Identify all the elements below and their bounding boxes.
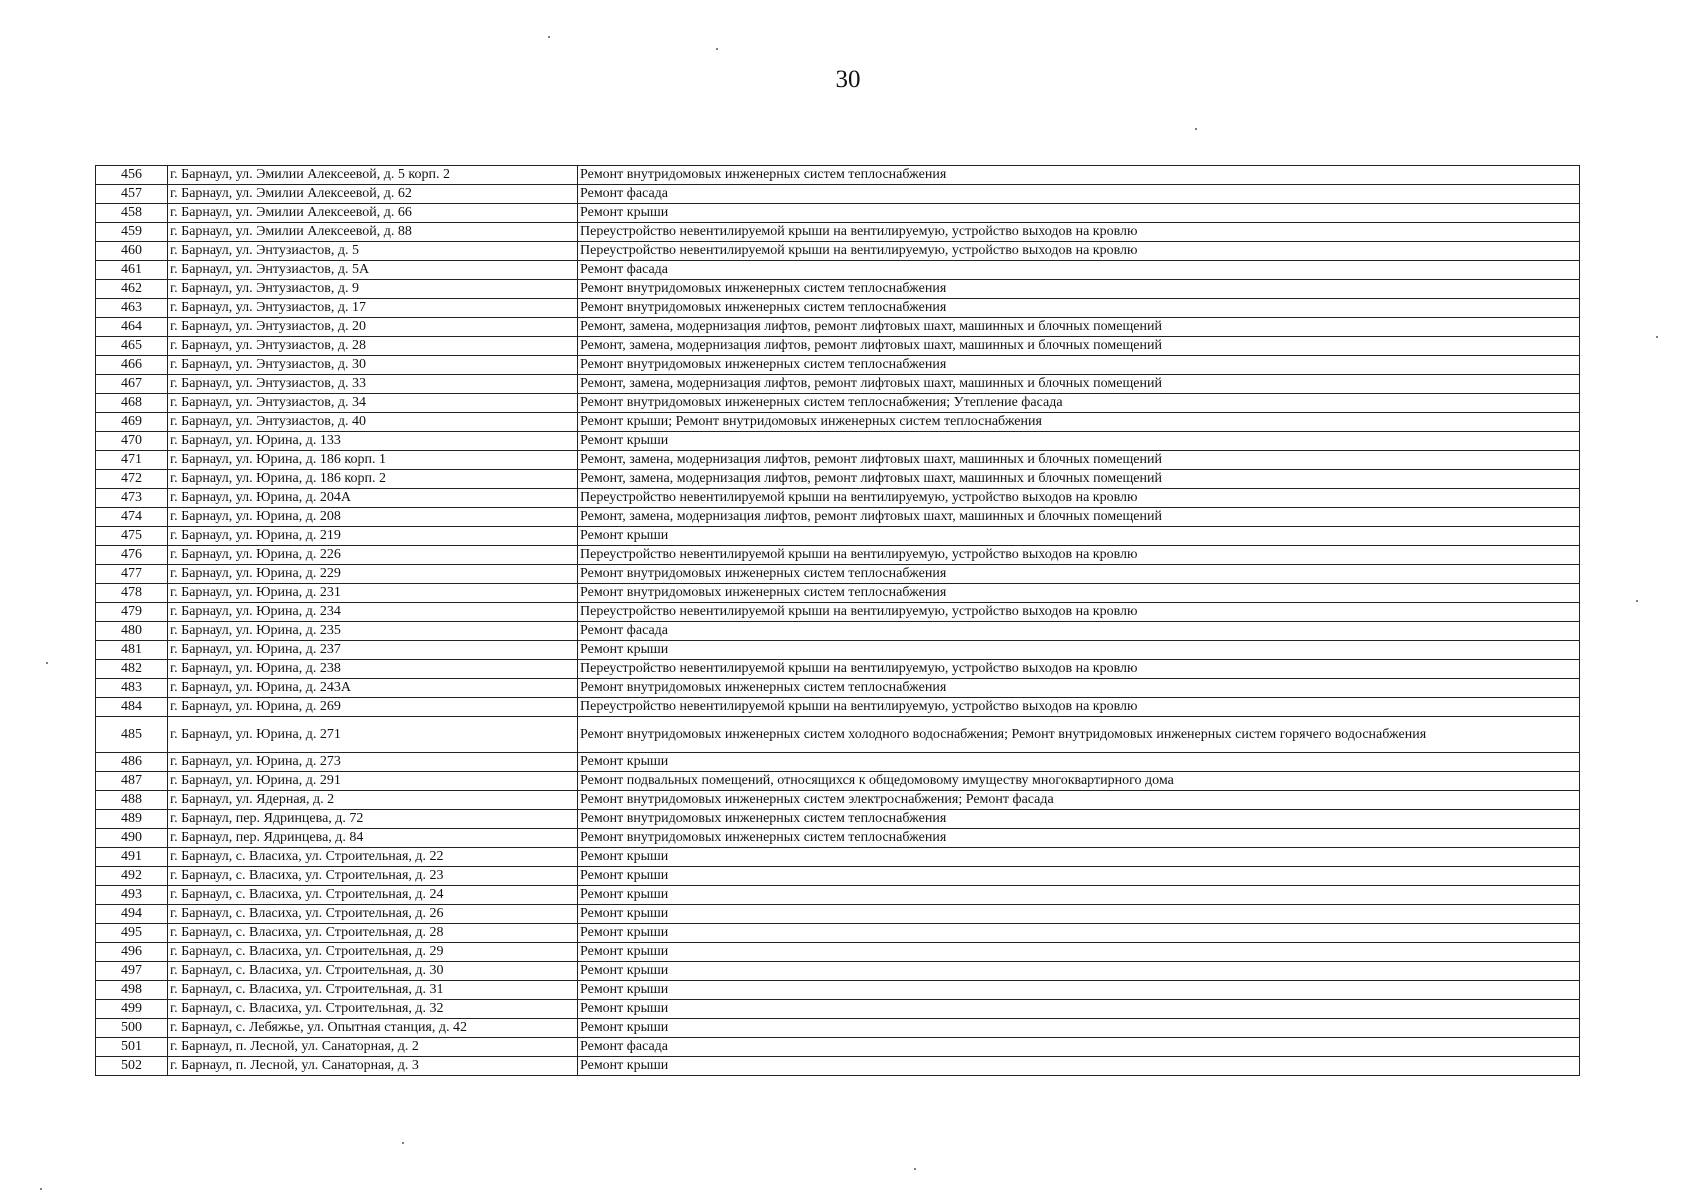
address-cell: г. Барнаул, ул. Юрина, д. 186 корп. 2	[168, 470, 578, 489]
row-number-cell: 470	[96, 432, 168, 451]
address-cell: г. Барнаул, ул. Юрина, д. 235	[168, 622, 578, 641]
row-number-cell: 494	[96, 905, 168, 924]
table-row	[96, 394, 1580, 413]
row-number-cell: 480	[96, 622, 168, 641]
row-number-cell: 489	[96, 810, 168, 829]
work-type-cell: Переустройство невентилируемой крыши на вентилируемую, устройство выходов на кровлю	[578, 546, 1580, 565]
address-cell: г. Барнаул, ул. Эмилии Алексеевой, д. 88	[168, 223, 578, 242]
row-number-cell: 464	[96, 318, 168, 337]
work-type-cell: Ремонт фасада	[578, 1038, 1580, 1057]
row-number-cell: 465	[96, 337, 168, 356]
repair-register-table	[95, 165, 1580, 1076]
table-row	[96, 641, 1580, 660]
table-row	[96, 299, 1580, 318]
row-number-cell: 479	[96, 603, 168, 622]
address-cell: г. Барнаул, ул. Энтузиастов, д. 20	[168, 318, 578, 337]
row-number-cell: 482	[96, 660, 168, 679]
table-row	[96, 337, 1580, 356]
row-number-cell: 487	[96, 772, 168, 791]
work-type-cell: Ремонт крыши	[578, 1019, 1580, 1038]
address-cell: г. Барнаул, ул. Энтузиастов, д. 40	[168, 413, 578, 432]
scan-speck	[914, 1168, 916, 1170]
work-type-cell: Ремонт внутридомовых инженерных систем теплоснабжения	[578, 299, 1580, 318]
address-cell: г. Барнаул, с. Власиха, ул. Строительная, д. 28	[168, 924, 578, 943]
table-row	[96, 603, 1580, 622]
address-cell: г. Барнаул, ул. Юрина, д. 186 корп. 1	[168, 451, 578, 470]
table-row	[96, 565, 1580, 584]
table-row	[96, 432, 1580, 451]
address-cell: г. Барнаул, ул. Юрина, д. 231	[168, 584, 578, 603]
row-number-cell: 498	[96, 981, 168, 1000]
row-number-cell: 481	[96, 641, 168, 660]
table-row	[96, 981, 1580, 1000]
row-number-cell: 495	[96, 924, 168, 943]
table-row	[96, 546, 1580, 565]
address-cell: г. Барнаул, ул. Юрина, д. 269	[168, 698, 578, 717]
table-row	[96, 318, 1580, 337]
work-type-cell: Ремонт крыши	[578, 432, 1580, 451]
work-type-cell: Ремонт крыши	[578, 905, 1580, 924]
work-type-cell: Ремонт внутридомовых инженерных систем теплоснабжения	[578, 810, 1580, 829]
work-type-cell: Ремонт внутридомовых инженерных систем электроснабжения; Ремонт фасада	[578, 791, 1580, 810]
table-row	[96, 867, 1580, 886]
table-row	[96, 242, 1580, 261]
table-row	[96, 261, 1580, 280]
table-row	[96, 886, 1580, 905]
row-number-cell: 456	[96, 166, 168, 185]
register-body	[96, 166, 1580, 1076]
table-row	[96, 584, 1580, 603]
address-cell: г. Барнаул, с. Власиха, ул. Строительная, д. 22	[168, 848, 578, 867]
address-cell: г. Барнаул, ул. Юрина, д. 243А	[168, 679, 578, 698]
row-number-cell: 458	[96, 204, 168, 223]
row-number-cell: 492	[96, 867, 168, 886]
table-row	[96, 810, 1580, 829]
address-cell: г. Барнаул, с. Власиха, ул. Строительная, д. 30	[168, 962, 578, 981]
work-type-cell: Ремонт крыши	[578, 641, 1580, 660]
row-number-cell: 490	[96, 829, 168, 848]
row-number-cell: 499	[96, 1000, 168, 1019]
address-cell: г. Барнаул, ул. Юрина, д. 273	[168, 753, 578, 772]
table-row	[96, 848, 1580, 867]
table-row	[96, 185, 1580, 204]
work-type-cell: Ремонт крыши	[578, 753, 1580, 772]
address-cell: г. Барнаул, с. Власиха, ул. Строительная, д. 24	[168, 886, 578, 905]
work-type-cell: Переустройство невентилируемой крыши на вентилируемую, устройство выходов на кровлю	[578, 242, 1580, 261]
table-row	[96, 470, 1580, 489]
address-cell: г. Барнаул, ул. Юрина, д. 238	[168, 660, 578, 679]
row-number-cell: 477	[96, 565, 168, 584]
work-type-cell: Ремонт внутридомовых инженерных систем теплоснабжения; Утепление фасада	[578, 394, 1580, 413]
work-type-cell: Ремонт внутридомовых инженерных систем холодного водоснабжения; Ремонт внутридомовых инженерных систем горячего водоснабжения	[578, 717, 1580, 753]
table-row	[96, 660, 1580, 679]
work-type-cell: Ремонт внутридомовых инженерных систем теплоснабжения	[578, 679, 1580, 698]
row-number-cell: 463	[96, 299, 168, 318]
table-row	[96, 166, 1580, 185]
work-type-cell: Ремонт крыши	[578, 943, 1580, 962]
address-cell: г. Барнаул, с. Власиха, ул. Строительная, д. 32	[168, 1000, 578, 1019]
table-row	[96, 924, 1580, 943]
row-number-cell: 475	[96, 527, 168, 546]
table-row	[96, 1038, 1580, 1057]
table-row	[96, 679, 1580, 698]
work-type-cell: Ремонт крыши	[578, 527, 1580, 546]
row-number-cell: 484	[96, 698, 168, 717]
address-cell: г. Барнаул, ул. Эмилии Алексеевой, д. 62	[168, 185, 578, 204]
table-row	[96, 829, 1580, 848]
scan-speck	[548, 36, 550, 38]
row-number-cell: 496	[96, 943, 168, 962]
address-cell: г. Барнаул, ул. Юрина, д. 234	[168, 603, 578, 622]
table-row	[96, 772, 1580, 791]
table-row	[96, 1000, 1580, 1019]
address-cell: г. Барнаул, п. Лесной, ул. Санаторная, д. 3	[168, 1057, 578, 1076]
table-row	[96, 962, 1580, 981]
address-cell: г. Барнаул, ул. Юрина, д. 133	[168, 432, 578, 451]
table-row	[96, 413, 1580, 432]
row-number-cell: 471	[96, 451, 168, 470]
address-cell: г. Барнаул, ул. Энтузиастов, д. 30	[168, 356, 578, 375]
row-number-cell: 493	[96, 886, 168, 905]
address-cell: г. Барнаул, ул. Энтузиастов, д. 34	[168, 394, 578, 413]
work-type-cell: Ремонт внутридомовых инженерных систем теплоснабжения	[578, 565, 1580, 584]
address-cell: г. Барнаул, с. Лебяжье, ул. Опытная станция, д. 42	[168, 1019, 578, 1038]
work-type-cell: Ремонт крыши	[578, 204, 1580, 223]
work-type-cell: Ремонт внутридомовых инженерных систем теплоснабжения	[578, 280, 1580, 299]
work-type-cell: Ремонт внутридомовых инженерных систем теплоснабжения	[578, 166, 1580, 185]
address-cell: г. Барнаул, с. Власиха, ул. Строительная, д. 26	[168, 905, 578, 924]
row-number-cell: 466	[96, 356, 168, 375]
table-row	[96, 223, 1580, 242]
row-number-cell: 488	[96, 791, 168, 810]
row-number-cell: 461	[96, 261, 168, 280]
table-row	[96, 451, 1580, 470]
work-type-cell: Ремонт крыши	[578, 981, 1580, 1000]
work-type-cell: Ремонт фасада	[578, 261, 1580, 280]
address-cell: г. Барнаул, с. Власиха, ул. Строительная, д. 23	[168, 867, 578, 886]
work-type-cell: Ремонт крыши	[578, 962, 1580, 981]
scan-speck	[40, 1188, 42, 1190]
address-cell: г. Барнаул, ул. Юрина, д. 229	[168, 565, 578, 584]
address-cell: г. Барнаул, ул. Энтузиастов, д. 5А	[168, 261, 578, 280]
work-type-cell: Ремонт внутридомовых инженерных систем теплоснабжения	[578, 584, 1580, 603]
work-type-cell: Ремонт внутридомовых инженерных систем теплоснабжения	[578, 829, 1580, 848]
scan-speck	[1195, 128, 1197, 130]
work-type-cell: Ремонт крыши	[578, 1000, 1580, 1019]
address-cell: г. Барнаул, ул. Юрина, д. 271	[168, 717, 578, 753]
row-number-cell: 483	[96, 679, 168, 698]
row-number-cell: 476	[96, 546, 168, 565]
work-type-cell: Переустройство невентилируемой крыши на вентилируемую, устройство выходов на кровлю	[578, 603, 1580, 622]
address-cell: г. Барнаул, ул. Энтузиастов, д. 5	[168, 242, 578, 261]
row-number-cell: 486	[96, 753, 168, 772]
scan-speck	[716, 48, 718, 50]
address-cell: г. Барнаул, ул. Юрина, д. 291	[168, 772, 578, 791]
work-type-cell: Ремонт крыши	[578, 886, 1580, 905]
row-number-cell: 459	[96, 223, 168, 242]
table-row	[96, 791, 1580, 810]
row-number-cell: 478	[96, 584, 168, 603]
work-type-cell: Ремонт внутридомовых инженерных систем теплоснабжения	[578, 356, 1580, 375]
row-number-cell: 469	[96, 413, 168, 432]
work-type-cell: Переустройство невентилируемой крыши на вентилируемую, устройство выходов на кровлю	[578, 698, 1580, 717]
address-cell: г. Барнаул, ул. Юрина, д. 208	[168, 508, 578, 527]
work-type-cell: Ремонт, замена, модернизация лифтов, ремонт лифтовых шахт, машинных и блочных помещений	[578, 508, 1580, 527]
row-number-cell: 468	[96, 394, 168, 413]
address-cell: г. Барнаул, ул. Юрина, д. 219	[168, 527, 578, 546]
address-cell: г. Барнаул, ул. Энтузиастов, д. 17	[168, 299, 578, 318]
table-row	[96, 527, 1580, 546]
scan-speck	[46, 662, 48, 664]
row-number-cell: 500	[96, 1019, 168, 1038]
work-type-cell: Переустройство невентилируемой крыши на вентилируемую, устройство выходов на кровлю	[578, 489, 1580, 508]
work-type-cell: Ремонт, замена, модернизация лифтов, ремонт лифтовых шахт, машинных и блочных помещений	[578, 470, 1580, 489]
table-row	[96, 280, 1580, 299]
table-row	[96, 698, 1580, 717]
table-row	[96, 905, 1580, 924]
table-row	[96, 1019, 1580, 1038]
address-cell: г. Барнаул, ул. Эмилии Алексеевой, д. 66	[168, 204, 578, 223]
page-number: 30	[835, 66, 861, 93]
address-cell: г. Барнаул, с. Власиха, ул. Строительная, д. 29	[168, 943, 578, 962]
work-type-cell: Ремонт, замена, модернизация лифтов, ремонт лифтовых шахт, машинных и блочных помещений	[578, 318, 1580, 337]
row-number-cell: 462	[96, 280, 168, 299]
address-cell: г. Барнаул, ул. Юрина, д. 226	[168, 546, 578, 565]
row-number-cell: 472	[96, 470, 168, 489]
table-row	[96, 753, 1580, 772]
work-type-cell: Ремонт, замена, модернизация лифтов, ремонт лифтовых шахт, машинных и блочных помещений	[578, 375, 1580, 394]
address-cell: г. Барнаул, ул. Энтузиастов, д. 33	[168, 375, 578, 394]
table-row	[96, 204, 1580, 223]
table-row	[96, 356, 1580, 375]
work-type-cell: Ремонт крыши	[578, 1057, 1580, 1076]
row-number-cell: 491	[96, 848, 168, 867]
scan-speck	[402, 1142, 404, 1144]
work-type-cell: Ремонт крыши	[578, 848, 1580, 867]
address-cell: г. Барнаул, ул. Эмилии Алексеевой, д. 5 корп. 2	[168, 166, 578, 185]
table-row	[96, 943, 1580, 962]
table-row	[96, 375, 1580, 394]
scan-speck	[1656, 336, 1658, 338]
work-type-cell: Ремонт, замена, модернизация лифтов, ремонт лифтовых шахт, машинных и блочных помещений	[578, 337, 1580, 356]
table-row	[96, 717, 1580, 753]
row-number-cell: 460	[96, 242, 168, 261]
table-row	[96, 489, 1580, 508]
work-type-cell: Ремонт, замена, модернизация лифтов, ремонт лифтовых шахт, машинных и блочных помещений	[578, 451, 1580, 470]
work-type-cell: Переустройство невентилируемой крыши на вентилируемую, устройство выходов на кровлю	[578, 223, 1580, 242]
address-cell: г. Барнаул, ул. Юрина, д. 237	[168, 641, 578, 660]
work-type-cell: Ремонт крыши	[578, 924, 1580, 943]
row-number-cell: 457	[96, 185, 168, 204]
work-type-cell: Ремонт крыши; Ремонт внутридомовых инженерных систем теплоснабжения	[578, 413, 1580, 432]
table-row	[96, 1057, 1580, 1076]
work-type-cell: Ремонт крыши	[578, 867, 1580, 886]
address-cell: г. Барнаул, пер. Ядринцева, д. 72	[168, 810, 578, 829]
scan-speck	[1636, 600, 1638, 602]
row-number-cell: 474	[96, 508, 168, 527]
address-cell: г. Барнаул, ул. Энтузиастов, д. 9	[168, 280, 578, 299]
address-cell: г. Барнаул, ул. Энтузиастов, д. 28	[168, 337, 578, 356]
row-number-cell: 501	[96, 1038, 168, 1057]
row-number-cell: 473	[96, 489, 168, 508]
row-number-cell: 502	[96, 1057, 168, 1076]
address-cell: г. Барнаул, п. Лесной, ул. Санаторная, д. 2	[168, 1038, 578, 1057]
row-number-cell: 467	[96, 375, 168, 394]
address-cell: г. Барнаул, ул. Юрина, д. 204А	[168, 489, 578, 508]
work-type-cell: Переустройство невентилируемой крыши на вентилируемую, устройство выходов на кровлю	[578, 660, 1580, 679]
address-cell: г. Барнаул, ул. Ядерная, д. 2	[168, 791, 578, 810]
table-row	[96, 622, 1580, 641]
work-type-cell: Ремонт фасада	[578, 622, 1580, 641]
row-number-cell: 497	[96, 962, 168, 981]
address-cell: г. Барнаул, с. Власиха, ул. Строительная, д. 31	[168, 981, 578, 1000]
table-row	[96, 508, 1580, 527]
work-type-cell: Ремонт подвальных помещений, относящихся к общедомовому имуществу многоквартирного дома	[578, 772, 1580, 791]
row-number-cell: 485	[96, 717, 168, 753]
work-type-cell: Ремонт фасада	[578, 185, 1580, 204]
address-cell: г. Барнаул, пер. Ядринцева, д. 84	[168, 829, 578, 848]
